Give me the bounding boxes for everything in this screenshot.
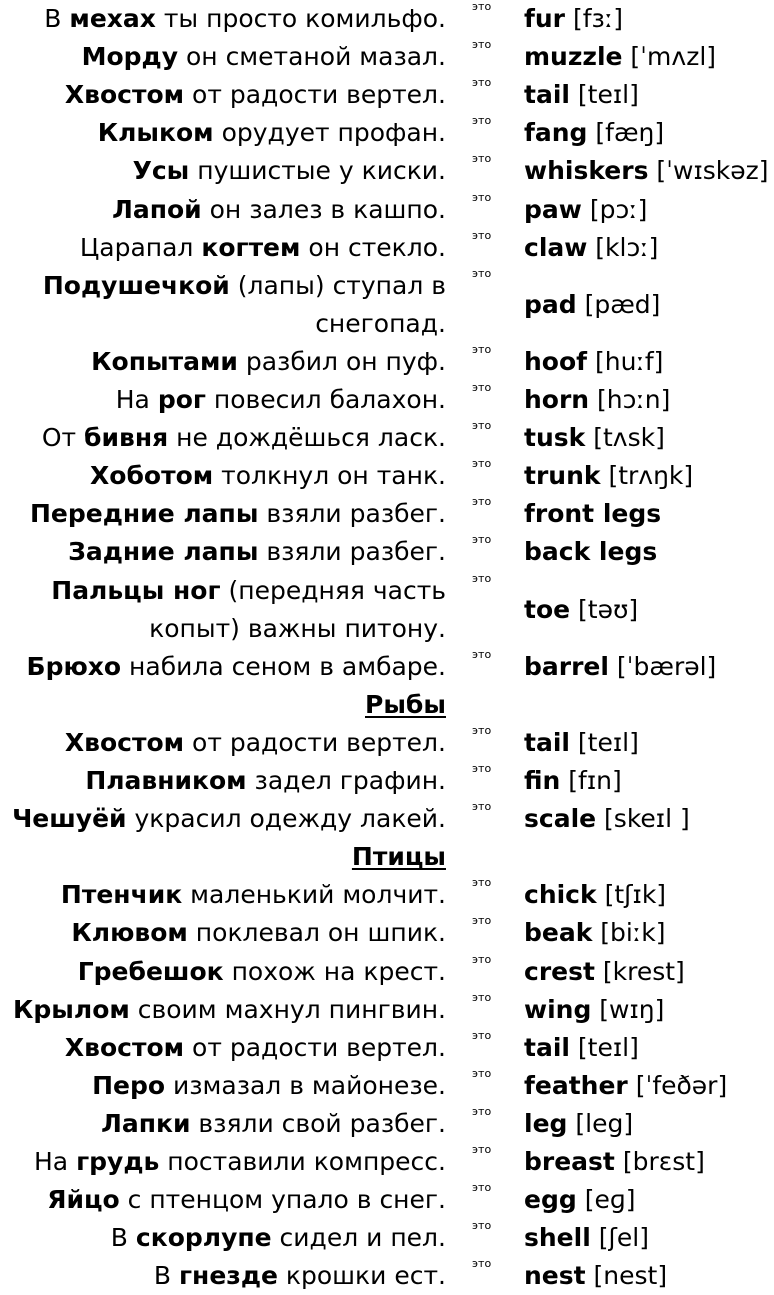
eto-label: это <box>472 38 492 52</box>
russian-keyword: гнезде <box>179 1261 278 1291</box>
russian-sentence <box>61 876 446 914</box>
table-row <box>0 38 774 76</box>
sentence-suffix: сидел и пел. <box>271 1223 446 1253</box>
table-row <box>0 191 774 229</box>
russian-sentence <box>12 800 446 838</box>
eto-label: это <box>472 1066 492 1080</box>
russian-sentence <box>13 991 446 1029</box>
sentence-suffix: набила сеном в амбаре. <box>121 651 446 681</box>
transcription: [wɪŋ] <box>591 994 665 1024</box>
transcription: [tʃɪk] <box>596 880 667 910</box>
english-term <box>524 457 693 495</box>
eto-label: это <box>472 762 492 775</box>
transcription: [krest] <box>594 956 685 986</box>
eto-label: это <box>472 723 492 737</box>
transcription: [ˈfeðər] <box>627 1070 728 1100</box>
russian-keyword: рог <box>157 385 206 414</box>
english-term <box>524 953 685 991</box>
section-heading-row <box>0 838 774 876</box>
sentence-suffix: маленький молчит. <box>182 880 446 910</box>
russian-keyword: Копытами <box>91 346 238 376</box>
eto-label: это <box>472 914 492 928</box>
english-term <box>524 1181 635 1219</box>
russian-sentence <box>65 76 446 114</box>
english-word: hoof <box>524 346 588 376</box>
russian-sentence <box>82 38 446 76</box>
transcription: [fɜː] <box>565 4 623 33</box>
russian-keyword: Лапой <box>112 194 202 224</box>
sentence-suffix: не дождёшься ласк. <box>168 423 446 453</box>
russian-sentence <box>0 572 446 648</box>
russian-keyword: Хоботом <box>90 461 214 491</box>
sentence-suffix: (лапы) ступал в снегопад. <box>229 270 446 338</box>
english-term <box>524 419 665 457</box>
table-row <box>0 457 774 495</box>
english-word: tusk <box>524 423 586 453</box>
eto-label: это <box>472 800 492 814</box>
english-term <box>524 381 670 419</box>
english-term <box>524 114 664 152</box>
transcription: [təʊ] <box>570 594 639 624</box>
english-term <box>524 229 658 267</box>
english-term <box>524 1219 649 1257</box>
sentence-suffix: поставили компресс. <box>159 1147 446 1176</box>
english-term <box>524 0 623 38</box>
table-row <box>0 724 774 762</box>
russian-keyword: Хвостом <box>64 80 185 110</box>
russian-sentence <box>71 914 446 952</box>
english-word: claw <box>524 232 588 262</box>
russian-sentence <box>65 724 446 762</box>
sentence-prefix: На <box>115 385 158 414</box>
english-term <box>524 800 690 838</box>
sentence-prefix: От <box>41 423 85 453</box>
english-term <box>524 724 639 762</box>
english-word: beak <box>524 918 593 948</box>
sentence-suffix: измазал в майонезе. <box>165 1070 446 1100</box>
russian-keyword: Подушечкой <box>42 270 230 300</box>
transcription: [klɔː] <box>587 232 659 262</box>
english-word: fin <box>524 766 561 795</box>
english-word: muzzle <box>524 42 623 72</box>
sentence-suffix: поклевал он шпик. <box>187 918 446 948</box>
russian-keyword: Задние лапы <box>68 537 259 567</box>
table-row <box>0 762 774 800</box>
transcription: [eɡ] <box>576 1185 636 1215</box>
table-row <box>0 1105 774 1143</box>
transcription: [ʃel] <box>590 1223 649 1253</box>
english-term <box>524 914 666 952</box>
russian-sentence <box>101 1105 446 1143</box>
english-word: leg <box>524 1108 568 1138</box>
eto-label: это <box>472 228 492 242</box>
english-word: wing <box>524 994 592 1024</box>
russian-sentence <box>30 495 446 533</box>
table-row <box>0 1219 774 1257</box>
russian-sentence <box>0 267 446 343</box>
english-term <box>524 76 639 114</box>
eto-label: это <box>472 342 492 356</box>
eto-label: это <box>472 1257 492 1271</box>
eto-label: это <box>472 152 492 166</box>
english-term <box>524 762 622 800</box>
russian-keyword: грудь <box>76 1147 160 1176</box>
english-term <box>524 533 657 571</box>
russian-sentence <box>42 419 446 457</box>
english-word: egg <box>524 1185 577 1215</box>
eto-label: это <box>472 1219 492 1233</box>
eto-label: это <box>472 266 492 280</box>
english-word: trunk <box>524 461 601 491</box>
section-heading: Птицы <box>351 842 446 872</box>
english-word: fur <box>524 4 566 33</box>
russian-sentence <box>85 762 446 800</box>
english-word: nest <box>524 1261 586 1291</box>
table-row <box>0 1257 774 1295</box>
russian-sentence <box>44 0 446 38</box>
sentence-suffix: от радости вертел. <box>184 1032 446 1062</box>
russian-keyword: Усы <box>132 156 190 186</box>
sentence-suffix: пушистые у киски. <box>189 156 446 186</box>
table-row <box>0 533 774 571</box>
sentence-suffix: толкнул он танк. <box>213 461 446 491</box>
eto-label: это <box>472 495 492 509</box>
section-heading-row <box>0 686 774 724</box>
transcription: [hɔːn] <box>589 385 671 414</box>
sentence-suffix: своим махнул пингвин. <box>129 994 446 1024</box>
russian-sentence <box>154 1257 446 1295</box>
russian-keyword: Лапки <box>101 1108 191 1138</box>
table-row <box>0 114 774 152</box>
english-term <box>524 1067 727 1105</box>
transcription: [ˈmʌzl] <box>622 42 717 72</box>
english-word: toe <box>524 594 571 624</box>
sentence-prefix: В <box>153 1261 179 1291</box>
sentence-suffix: взяли разбег. <box>258 499 446 529</box>
eto-label: это <box>472 571 492 585</box>
sentence-suffix: от радости вертел. <box>184 727 446 757</box>
english-word: chick <box>524 880 597 910</box>
sentence-suffix: украсил одежду лакей. <box>126 804 446 834</box>
russian-sentence <box>34 1143 446 1181</box>
table-row <box>0 381 774 419</box>
russian-sentence <box>68 533 446 571</box>
table-row <box>0 572 774 648</box>
section-heading: Рыбы <box>365 689 446 719</box>
transcription: [ˈbærəl] <box>608 651 717 681</box>
russian-sentence <box>78 953 446 991</box>
sentence-suffix: похож на крест. <box>223 956 446 986</box>
english-term <box>524 1105 633 1143</box>
russian-keyword: Передние лапы <box>30 499 259 529</box>
english-term <box>524 1257 667 1295</box>
russian-keyword: Хвостом <box>64 727 185 757</box>
table-row <box>0 648 774 686</box>
table-row <box>0 1067 774 1105</box>
eto-label: это <box>472 190 492 204</box>
table-row <box>0 495 774 533</box>
table-row <box>0 343 774 381</box>
transcription: [tʌsk] <box>585 423 665 453</box>
english-word: feather <box>524 1070 628 1100</box>
eto-label: это <box>472 1181 492 1195</box>
eto-label: это <box>472 1104 492 1118</box>
eto-label: это <box>472 419 492 433</box>
sentence-suffix: задел графин. <box>246 766 446 795</box>
transcription: [biːk] <box>592 918 666 948</box>
table-row <box>0 914 774 952</box>
english-term <box>524 286 660 324</box>
sentence-suffix: взяли свой разбег. <box>190 1108 446 1138</box>
table-row <box>0 800 774 838</box>
english-word: breast <box>524 1147 615 1176</box>
english-word: horn <box>524 385 590 414</box>
eto-label: это <box>472 114 492 128</box>
eto-label: это <box>472 457 492 471</box>
transcription: [fæŋ] <box>587 118 665 148</box>
english-term <box>524 495 661 533</box>
transcription: [trʌŋk] <box>600 461 694 491</box>
english-term <box>524 591 638 629</box>
english-word: back legs <box>524 537 658 567</box>
transcription: [teɪl] <box>569 1032 639 1062</box>
russian-keyword: Перо <box>92 1070 166 1100</box>
eto-label: это <box>472 990 492 1004</box>
english-word: tail <box>524 727 570 757</box>
transcription: [huːf] <box>587 346 664 376</box>
sentence-suffix: крошки ест. <box>277 1261 446 1291</box>
sentence-suffix: орудует профан. <box>213 118 446 148</box>
russian-keyword: Чешуёй <box>12 804 127 834</box>
english-term <box>524 343 663 381</box>
table-row <box>0 1143 774 1181</box>
russian-sentence <box>65 1029 446 1067</box>
table-row <box>0 76 774 114</box>
russian-sentence <box>111 1219 446 1257</box>
english-word: paw <box>524 194 582 224</box>
russian-keyword: Клыком <box>97 118 214 148</box>
russian-sentence <box>80 229 446 267</box>
russian-keyword: Яйцо <box>47 1185 120 1215</box>
russian-keyword: скорлупе <box>135 1223 272 1253</box>
sentence-prefix: Царапал <box>79 232 202 262</box>
russian-keyword: Брюхо <box>26 651 122 681</box>
transcription: [leg] <box>567 1108 634 1138</box>
sentence-suffix: разбил он пуф. <box>237 346 446 376</box>
russian-sentence <box>47 1181 446 1219</box>
sentence-suffix: он стекло. <box>300 232 446 262</box>
english-word: crest <box>524 956 595 986</box>
table-row <box>0 1181 774 1219</box>
russian-keyword: Плавником <box>85 766 247 795</box>
sentence-suffix: с птенцом упало в снег. <box>119 1185 446 1215</box>
sentence-suffix: (передняя часть копыт) важны питону. <box>149 575 446 643</box>
russian-keyword: Хвостом <box>64 1032 185 1062</box>
english-word: scale <box>524 804 597 834</box>
transcription: [teɪl] <box>569 727 639 757</box>
eto-label: это <box>472 381 492 394</box>
english-word: whiskers <box>524 156 649 186</box>
transcription: [pæd] <box>576 289 661 319</box>
table-row <box>0 991 774 1029</box>
english-word: shell <box>524 1223 591 1253</box>
russian-keyword: мехах <box>69 4 156 33</box>
russian-sentence <box>90 457 446 495</box>
russian-keyword: Гребешок <box>77 956 224 986</box>
russian-keyword: когтем <box>201 232 301 262</box>
russian-sentence <box>91 343 446 381</box>
table-row <box>0 1029 774 1067</box>
eto-label: это <box>472 1028 492 1042</box>
english-word: pad <box>524 289 577 319</box>
russian-sentence <box>112 191 446 229</box>
russian-sentence <box>116 381 446 419</box>
transcription: [teɪl] <box>569 80 639 110</box>
transcription: [fɪn] <box>560 766 622 795</box>
russian-sentence <box>27 648 446 686</box>
eto-label: это <box>472 76 492 90</box>
english-term <box>524 876 666 914</box>
russian-sentence <box>98 114 446 152</box>
russian-keyword: Морду <box>81 42 179 72</box>
english-word: barrel <box>524 651 609 681</box>
table-row <box>0 229 774 267</box>
eto-label: это <box>472 533 492 547</box>
sentence-suffix: ты просто комильфо. <box>155 4 446 33</box>
table-row <box>0 419 774 457</box>
table-row <box>0 0 774 38</box>
sentence-suffix: повесил балахон. <box>205 385 446 414</box>
russian-keyword: Птенчик <box>60 880 183 910</box>
russian-keyword: Пальцы ног <box>51 575 221 605</box>
english-word: front legs <box>524 499 662 529</box>
eto-label: это <box>472 647 492 661</box>
table-row <box>0 152 774 190</box>
english-word: tail <box>524 1032 570 1062</box>
russian-keyword: бивня <box>84 423 169 453</box>
eto-label: это <box>472 876 492 890</box>
sentence-suffix: он залез в кашпо. <box>201 194 446 224</box>
table-row <box>0 876 774 914</box>
english-term <box>524 191 647 229</box>
transcription: [brɛst] <box>614 1147 705 1176</box>
russian-sentence <box>92 1067 446 1105</box>
sentence-suffix: он сметаной мазал. <box>178 42 446 72</box>
transcription: [skeɪl ] <box>596 804 690 834</box>
english-term <box>524 991 664 1029</box>
sentence-suffix: от радости вертел. <box>184 80 446 110</box>
eto-label: это <box>472 1143 492 1156</box>
english-term <box>524 648 716 686</box>
transcription: [nest] <box>585 1261 668 1291</box>
sentence-prefix: На <box>33 1147 77 1176</box>
table-row <box>0 267 774 343</box>
english-term <box>524 1029 639 1067</box>
russian-keyword: Крылом <box>12 994 130 1024</box>
english-term <box>524 1143 705 1181</box>
table-row <box>0 953 774 991</box>
transcription: [pɔː] <box>581 194 648 224</box>
eto-label: это <box>472 952 492 966</box>
sentence-prefix: В <box>110 1223 136 1253</box>
sentence-prefix: В <box>44 4 70 33</box>
english-term <box>524 38 716 76</box>
english-word: tail <box>524 80 570 110</box>
russian-keyword: Клювом <box>71 918 188 948</box>
english-term <box>524 152 769 190</box>
transcription: [ˈwɪskəz] <box>648 156 769 186</box>
english-word: fang <box>524 118 588 148</box>
eto-label: это <box>472 0 492 13</box>
russian-sentence <box>133 152 446 190</box>
sentence-suffix: взяли разбег. <box>258 537 446 567</box>
